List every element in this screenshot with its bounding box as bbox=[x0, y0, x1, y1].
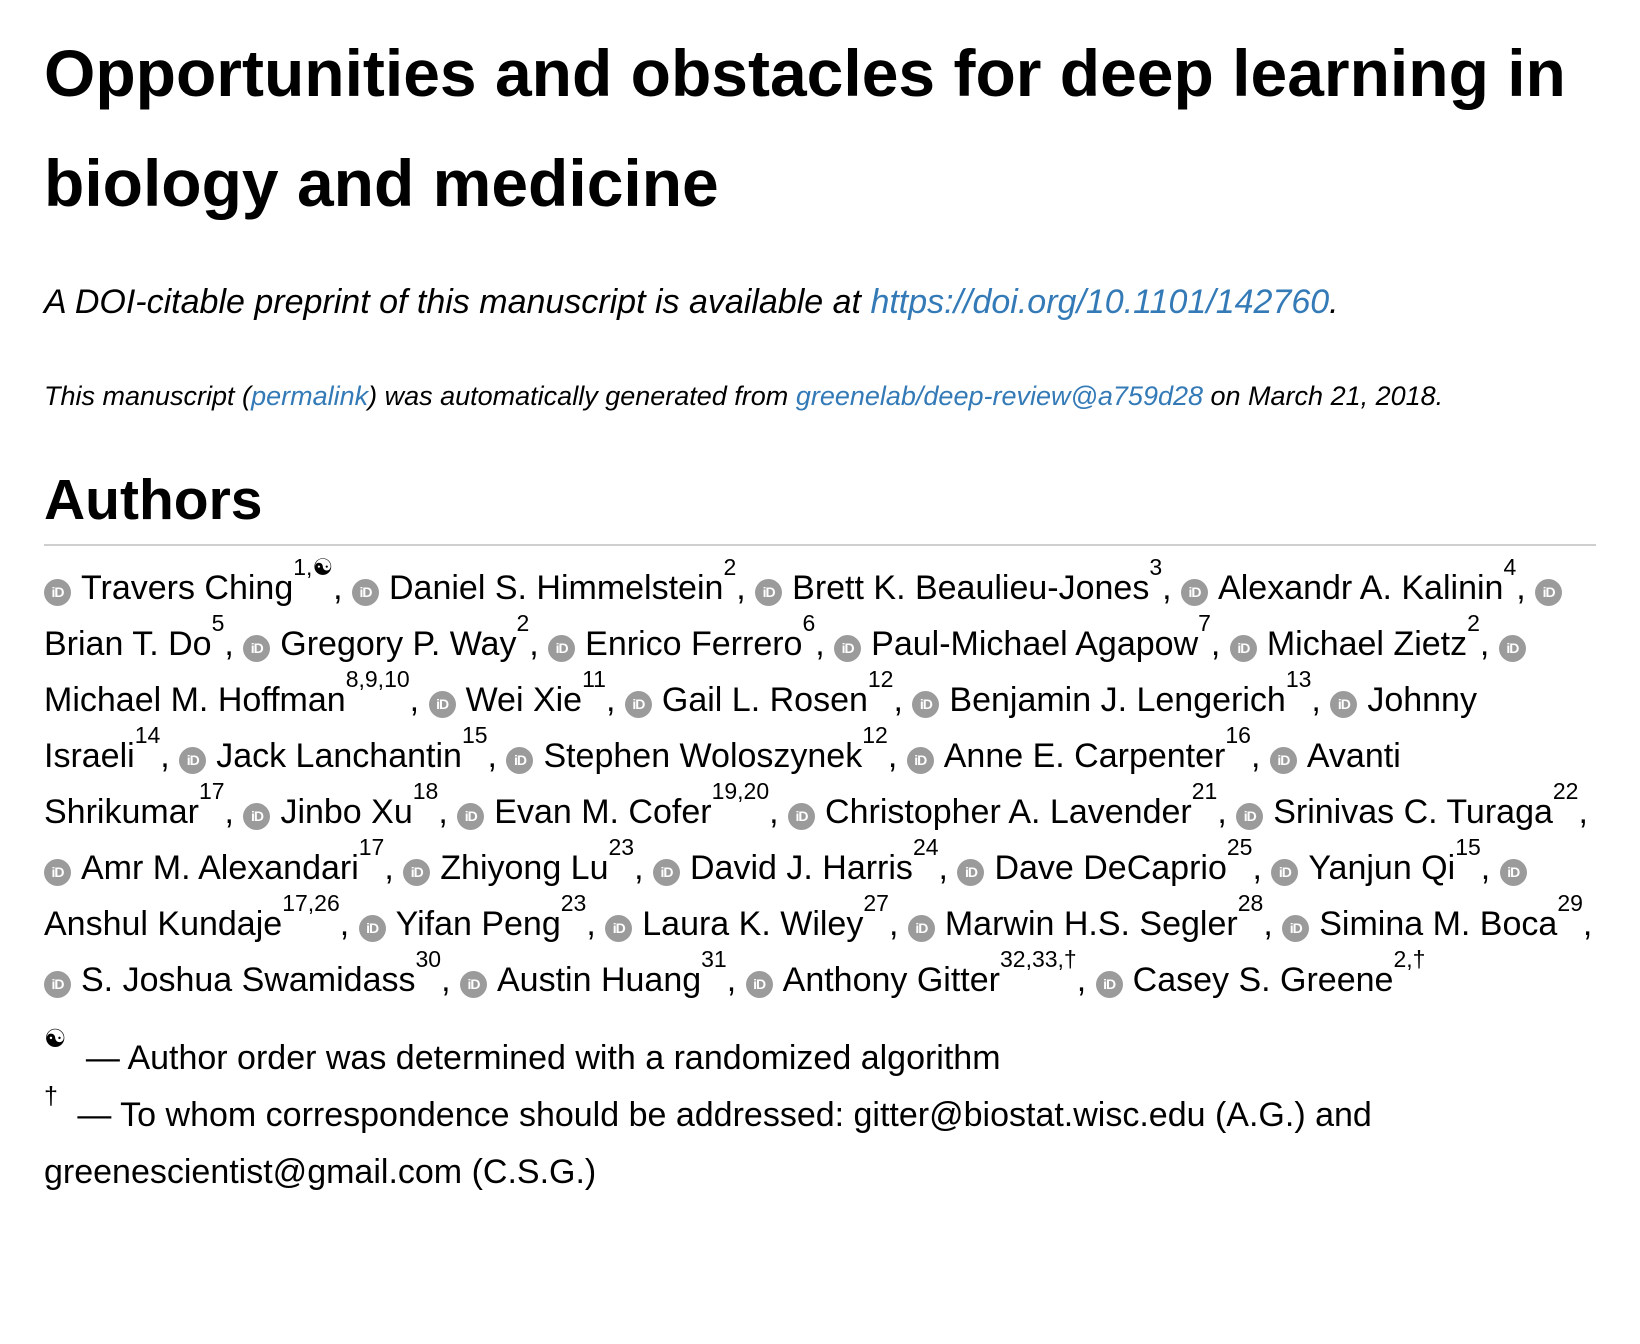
orcid-icon[interactable]: iD bbox=[1499, 635, 1526, 662]
orcid-icon[interactable]: iD bbox=[1181, 579, 1208, 606]
author-separator: , bbox=[529, 625, 549, 663]
author-affiliation: 24 bbox=[912, 834, 939, 860]
author-affiliation: 18 bbox=[412, 778, 439, 804]
orcid-icon[interactable]: iD bbox=[352, 579, 379, 606]
authors-heading: Authors bbox=[44, 466, 1596, 546]
author-name: Anthony Gitter bbox=[782, 961, 1000, 999]
author-separator: , bbox=[339, 905, 359, 943]
preprint-prefix: A DOI-citable preprint of this manuscript is available at bbox=[44, 283, 871, 321]
author-affiliation: 29 bbox=[1557, 890, 1583, 916]
author-affiliation: 17 bbox=[358, 834, 385, 860]
author-name: Wei Xie bbox=[465, 681, 583, 719]
author-separator: , bbox=[1578, 793, 1588, 831]
author-name: Jinbo Xu bbox=[280, 793, 413, 831]
author-name: Jack Lanchantin bbox=[216, 737, 462, 775]
footnote-mark: † bbox=[44, 1082, 58, 1110]
author-affiliation: 7 bbox=[1198, 610, 1211, 636]
author-separator: , bbox=[1480, 849, 1500, 887]
orcid-icon[interactable]: iD bbox=[403, 859, 430, 886]
author-name: Paul-Michael Agapow bbox=[871, 625, 1199, 663]
author-separator: , bbox=[586, 905, 606, 943]
orcid-icon[interactable]: iD bbox=[457, 803, 484, 830]
authors-list bbox=[44, 554, 1596, 1008]
doi-link[interactable]: https://doi.org/10.1101/142760 bbox=[870, 283, 1330, 321]
author-name: Austin Huang bbox=[497, 961, 702, 999]
author-name: S. Joshua Swamidass bbox=[81, 961, 416, 999]
orcid-icon[interactable]: iD bbox=[746, 971, 773, 998]
author-separator: , bbox=[888, 905, 908, 943]
author-affiliation: 15 bbox=[1455, 834, 1481, 860]
author-name: Evan M. Cofer bbox=[494, 793, 712, 831]
author-name: Travers Ching bbox=[81, 569, 294, 607]
author-name: Simina M. Boca bbox=[1319, 905, 1558, 943]
author-affiliation: 23 bbox=[608, 834, 635, 860]
author-affiliation: 21 bbox=[1191, 778, 1218, 804]
author-affiliation: 25 bbox=[1226, 834, 1253, 860]
orcid-icon[interactable]: iD bbox=[1270, 747, 1297, 774]
orcid-icon[interactable]: iD bbox=[1096, 971, 1123, 998]
author-name: Zhiyong Lu bbox=[440, 849, 609, 887]
author-name: Yifan Peng bbox=[395, 905, 561, 943]
author-name: Enrico Ferrero bbox=[585, 625, 803, 663]
author-separator: , bbox=[160, 737, 180, 775]
orcid-icon[interactable]: iD bbox=[1271, 859, 1298, 886]
author-affiliation: 12 bbox=[867, 666, 894, 692]
author-name: Alexandr A. Kalinin bbox=[1218, 569, 1504, 607]
author-separator: , bbox=[1250, 737, 1270, 775]
author-name: Yanjun Qi bbox=[1308, 849, 1456, 887]
author-name: Gail L. Rosen bbox=[661, 681, 868, 719]
author-affiliation: 14 bbox=[134, 722, 161, 748]
orcid-icon[interactable]: iD bbox=[1236, 803, 1263, 830]
author-affiliation: 31 bbox=[701, 946, 727, 972]
orcid-icon[interactable]: iD bbox=[1330, 691, 1357, 718]
author-separator: , bbox=[1210, 625, 1230, 663]
author-affiliation: 17 bbox=[198, 778, 225, 804]
orcid-icon[interactable]: iD bbox=[243, 635, 270, 662]
author-affiliation: 32,33,† bbox=[999, 946, 1077, 972]
author-affiliation: 2 bbox=[1467, 610, 1480, 636]
author-affiliation: 5 bbox=[211, 610, 225, 636]
author-name: Daniel S. Himmelstein bbox=[388, 569, 724, 607]
author-separator: , bbox=[634, 849, 653, 887]
footnote-text: — To whom correspondence should be addressed: gitter@biostat.wisc.edu (A.G.) and greenescientist@gmail.com (C.S.G.) bbox=[44, 1096, 1372, 1191]
orcid-icon[interactable]: iD bbox=[755, 579, 782, 606]
footnote bbox=[44, 1025, 1596, 1087]
author-affiliation: 27 bbox=[863, 890, 889, 916]
author-separator: , bbox=[938, 849, 958, 887]
orcid-icon[interactable]: iD bbox=[957, 859, 984, 886]
author-name: Srinivas C. Turaga bbox=[1273, 793, 1553, 831]
author-separator: , bbox=[441, 961, 460, 999]
footnote bbox=[44, 1082, 1596, 1201]
author-separator: , bbox=[1217, 793, 1237, 831]
repo-commit-link[interactable]: greenelab/deep-review@a759d28 bbox=[795, 381, 1204, 411]
orcid-icon[interactable]: iD bbox=[243, 803, 270, 830]
author-name: Gregory P. Way bbox=[280, 625, 517, 663]
author-separator: , bbox=[815, 625, 835, 663]
author-separator: , bbox=[1162, 569, 1182, 607]
author-name: Brett K. Beaulieu-Jones bbox=[792, 569, 1150, 607]
orcid-icon[interactable]: iD bbox=[44, 859, 71, 886]
author-affiliation: 2,† bbox=[1393, 946, 1426, 972]
author-separator: , bbox=[1263, 905, 1283, 943]
author-separator: , bbox=[409, 681, 429, 719]
author-name: Marwin H.S. Segler bbox=[944, 905, 1238, 943]
author-name: Christopher A. Lavender bbox=[825, 793, 1192, 831]
author-separator: , bbox=[1311, 681, 1331, 719]
author-affiliation: 1,☯ bbox=[293, 554, 334, 580]
author-name: Laura K. Wiley bbox=[642, 905, 864, 943]
author-name: Brian T. Do bbox=[44, 625, 212, 663]
preprint-suffix: . bbox=[1329, 283, 1339, 321]
orcid-icon[interactable]: iD bbox=[834, 635, 861, 662]
author-affiliation: 2 bbox=[516, 610, 530, 636]
orcid-icon[interactable]: iD bbox=[179, 747, 206, 774]
author-name: Benjamin J. Lengerich bbox=[949, 681, 1286, 719]
author-name: Michael M. Hoffman bbox=[44, 681, 346, 719]
author-affiliation: 12 bbox=[862, 722, 888, 748]
footnotes bbox=[44, 1025, 1596, 1201]
footnote-text: — Author order was determined with a randomized algorithm bbox=[76, 1039, 1001, 1077]
author-name: Stephen Woloszynek bbox=[543, 737, 863, 775]
author-affiliation: 28 bbox=[1237, 890, 1264, 916]
generated-prefix: This manuscript ( bbox=[44, 381, 252, 411]
author-separator: , bbox=[1582, 905, 1593, 943]
author-separator: , bbox=[726, 961, 746, 999]
author-separator: , bbox=[333, 569, 352, 607]
author-separator: , bbox=[736, 569, 756, 607]
author-affiliation: 30 bbox=[415, 946, 442, 972]
author-affiliation: 16 bbox=[1225, 722, 1251, 748]
author-affiliation: 15 bbox=[461, 722, 488, 748]
orcid-icon[interactable]: iD bbox=[605, 915, 632, 942]
author-name: Johnny Israeli bbox=[44, 681, 1477, 775]
author-affiliation: 11 bbox=[582, 666, 606, 692]
author-affiliation: 2 bbox=[723, 554, 737, 580]
footnote-mark: ☯ bbox=[44, 1025, 67, 1053]
author-separator: , bbox=[487, 737, 507, 775]
author-affiliation: 13 bbox=[1285, 666, 1312, 692]
author-affiliation: 4 bbox=[1503, 554, 1517, 580]
author-separator: , bbox=[224, 793, 244, 831]
author-name: Dave DeCaprio bbox=[994, 849, 1227, 887]
orcid-icon[interactable]: iD bbox=[1500, 859, 1527, 886]
author-affiliation: 8,9,10 bbox=[345, 666, 410, 692]
author-separator: , bbox=[1252, 849, 1272, 887]
author-affiliation: 17,26 bbox=[282, 890, 340, 916]
author-separator: , bbox=[1479, 625, 1499, 663]
author-name: Anshul Kundaje bbox=[44, 905, 283, 943]
author-separator: , bbox=[1516, 569, 1536, 607]
author-separator: , bbox=[384, 849, 404, 887]
orcid-icon[interactable]: iD bbox=[1535, 579, 1562, 606]
preprint-notice bbox=[44, 280, 1596, 324]
author-name: Casey S. Greene bbox=[1132, 961, 1394, 999]
generation-notice bbox=[44, 378, 1596, 414]
orcid-icon[interactable]: iD bbox=[359, 915, 386, 942]
orcid-icon[interactable]: iD bbox=[908, 915, 935, 942]
author-name: Michael Zietz bbox=[1266, 625, 1468, 663]
orcid-icon[interactable]: iD bbox=[1230, 635, 1257, 662]
author-name: Amr M. Alexandari bbox=[81, 849, 359, 887]
author-affiliation: 23 bbox=[560, 890, 587, 916]
author-affiliation: 6 bbox=[802, 610, 816, 636]
orcid-icon[interactable]: iD bbox=[1282, 915, 1309, 942]
author-separator: , bbox=[769, 793, 789, 831]
author-separator: , bbox=[893, 681, 913, 719]
orcid-icon[interactable]: iD bbox=[44, 579, 71, 606]
orcid-icon[interactable]: iD bbox=[548, 635, 575, 662]
author-affiliation: 3 bbox=[1149, 554, 1163, 580]
author-name: Anne E. Carpenter bbox=[943, 737, 1226, 775]
author-affiliation: 19,20 bbox=[711, 778, 770, 804]
orcid-icon[interactable]: iD bbox=[460, 971, 487, 998]
author-separator: , bbox=[224, 625, 244, 663]
author-separator: , bbox=[1076, 961, 1096, 999]
author-separator: , bbox=[887, 737, 907, 775]
author-separator: , bbox=[438, 793, 458, 831]
orcid-icon[interactable]: iD bbox=[907, 747, 934, 774]
author-separator: , bbox=[605, 681, 625, 719]
orcid-icon[interactable]: iD bbox=[912, 691, 939, 718]
permalink-link[interactable]: permalink bbox=[251, 381, 369, 411]
author-name: David J. Harris bbox=[690, 849, 913, 887]
author-name: Avanti Shrikumar bbox=[44, 737, 1401, 831]
page-title: Opportunities and obstacles for deep learning in biology and medicine bbox=[44, 36, 1566, 220]
generated-middle: ) was automatically generated from bbox=[368, 381, 796, 411]
orcid-icon[interactable]: iD bbox=[653, 859, 680, 886]
orcid-icon[interactable]: iD bbox=[429, 691, 456, 718]
generated-suffix: on March 21, 2018. bbox=[1203, 381, 1444, 411]
orcid-icon[interactable]: iD bbox=[625, 691, 652, 718]
orcid-icon[interactable]: iD bbox=[788, 803, 815, 830]
author-affiliation: 22 bbox=[1552, 778, 1579, 804]
orcid-icon[interactable]: iD bbox=[506, 747, 533, 774]
orcid-icon[interactable]: iD bbox=[44, 971, 71, 998]
